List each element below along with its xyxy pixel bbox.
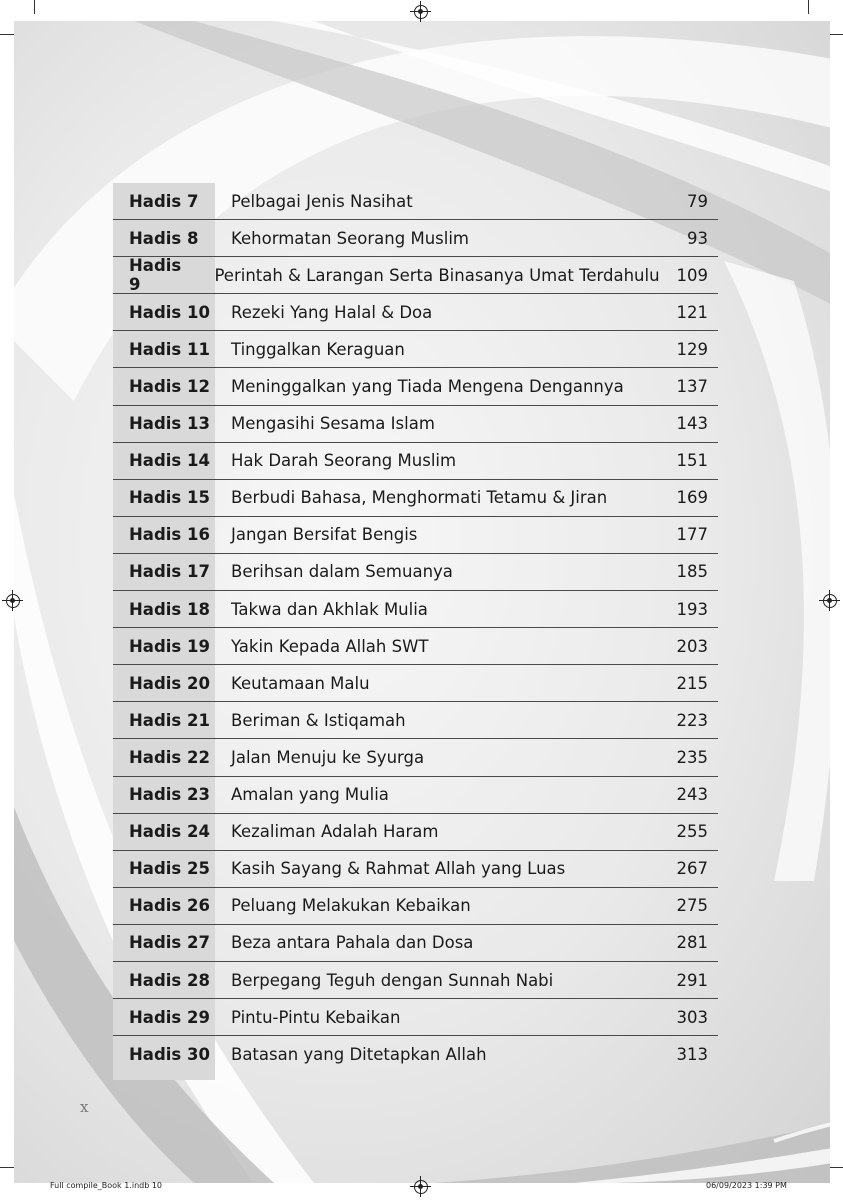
toc-entry-label: Hadis 16 [129, 525, 210, 545]
toc-entry-title: Beriman & Istiqamah [231, 710, 406, 730]
toc-entry-label: Hadis 15 [129, 488, 210, 508]
crop-mark [808, 0, 809, 14]
table-of-contents [113, 183, 718, 1073]
toc-entry-page: 291 [676, 970, 708, 990]
toc-row [113, 628, 718, 665]
toc-entry-label: Hadis 23 [129, 785, 210, 805]
toc-row [113, 739, 718, 776]
toc-entry-label: Hadis 21 [129, 710, 210, 730]
toc-row [113, 962, 718, 999]
toc-row [113, 851, 718, 888]
toc-entry-page: 193 [676, 599, 708, 619]
toc-entry-page: 235 [676, 747, 708, 767]
toc-row [113, 480, 718, 517]
toc-entry-label: Hadis 26 [129, 896, 210, 916]
toc-entry-page: 215 [676, 673, 708, 693]
toc-row [113, 665, 718, 702]
toc-row [113, 925, 718, 962]
toc-row [113, 777, 718, 814]
toc-entry-page: 109 [676, 265, 708, 285]
registration-mark-icon [414, 1180, 428, 1194]
toc-entry-page: 275 [676, 896, 708, 916]
footer-file-info: Full compile_Book 1.indb 10 [50, 1181, 163, 1190]
toc-entry-page: 281 [676, 933, 708, 953]
toc-entry-title: Berbudi Bahasa, Menghormati Tetamu & Jiran [231, 488, 608, 508]
toc-entry-label: Hadis 22 [129, 747, 210, 767]
toc-entry-title: Kehormatan Seorang Muslim [231, 228, 469, 248]
toc-entry-title: Yakin Kepada Allah SWT [231, 636, 429, 656]
toc-entry-label: Hadis 17 [129, 562, 210, 582]
toc-entry-title: Perintah & Larangan Serta Binasanya Umat Terdahulu [214, 265, 660, 285]
toc-entry-label: Hadis 20 [129, 673, 210, 693]
toc-row [113, 999, 718, 1036]
toc-row [113, 183, 718, 220]
toc-entry-page: 203 [676, 636, 708, 656]
toc-entry-label: Hadis 28 [129, 970, 210, 990]
toc-entry-label: Hadis 8 [129, 228, 199, 248]
toc-row [113, 702, 718, 739]
crop-mark [829, 1167, 843, 1168]
registration-mark-icon [414, 5, 428, 19]
toc-row [113, 517, 718, 554]
footer-timestamp: 06/09/2023 1:39 PM [706, 1181, 787, 1190]
toc-entry-label: Hadis 9 [129, 256, 182, 295]
toc-entry-page: 93 [687, 228, 708, 248]
toc-entry-page: 255 [676, 822, 708, 842]
toc-entry-label: Hadis 19 [129, 636, 210, 656]
page-number: x [80, 1098, 89, 1116]
toc-entry-label: Hadis 14 [129, 451, 210, 471]
toc-row [113, 294, 718, 331]
toc-entry-page: 151 [676, 451, 708, 471]
toc-entry-title: Rezeki Yang Halal & Doa [231, 302, 433, 322]
toc-entry-label: Hadis 30 [129, 1045, 210, 1065]
crop-mark [829, 34, 843, 35]
toc-row [113, 331, 718, 368]
toc-row [113, 591, 718, 628]
toc-entry-page: 177 [676, 525, 708, 545]
toc-entry-page: 79 [687, 191, 708, 211]
toc-row [113, 368, 718, 405]
toc-entry-title: Pelbagai Jenis Nasihat [231, 191, 413, 211]
toc-entry-title: Batasan yang Ditetapkan Allah [231, 1045, 487, 1065]
toc-entry-title: Tinggalkan Keraguan [231, 339, 405, 359]
toc-entry-title: Peluang Melakukan Kebaikan [231, 896, 471, 916]
toc-entry-label: Hadis 25 [129, 859, 210, 879]
toc-row [113, 220, 718, 257]
crop-mark [0, 34, 14, 35]
toc-entry-label: Hadis 11 [129, 339, 210, 359]
crop-mark [0, 1167, 14, 1168]
toc-entry-label: Hadis 13 [129, 414, 210, 434]
toc-entry-title: Kasih Sayang & Rahmat Allah yang Luas [231, 859, 566, 879]
toc-entry-page: 143 [676, 414, 708, 434]
toc-entry-title: Mengasihi Sesama Islam [231, 414, 435, 434]
toc-row [113, 257, 718, 294]
toc-entry-label: Hadis 18 [129, 599, 210, 619]
toc-entry-page: 313 [676, 1045, 708, 1065]
toc-entry-page: 303 [676, 1007, 708, 1027]
toc-entry-page: 267 [676, 859, 708, 879]
toc-entry-title: Meninggalkan yang Tiada Mengena Dengannya [231, 377, 624, 397]
toc-entry-title: Keutamaan Malu [231, 673, 370, 693]
toc-row [113, 888, 718, 925]
toc-entry-label: Hadis 12 [129, 377, 210, 397]
toc-entry-title: Jangan Bersifat Bengis [231, 525, 418, 545]
toc-row [113, 554, 718, 591]
toc-entry-page: 243 [676, 785, 708, 805]
toc-entry-label: Hadis 10 [129, 302, 210, 322]
toc-row [113, 1036, 718, 1073]
toc-entry-title: Takwa dan Akhlak Mulia [231, 599, 428, 619]
toc-entry-title: Berpegang Teguh dengan Sunnah Nabi [231, 970, 554, 990]
toc-entry-label: Hadis 27 [129, 933, 210, 953]
toc-row [113, 814, 718, 851]
toc-entry-title: Jalan Menuju ke Syurga [231, 747, 425, 767]
registration-mark-icon [6, 594, 20, 608]
toc-entry-page: 129 [676, 339, 708, 359]
toc-entry-title: Kezaliman Adalah Haram [231, 822, 439, 842]
toc-entry-title: Pintu-Pintu Kebaikan [231, 1007, 401, 1027]
toc-entry-page: 121 [676, 302, 708, 322]
toc-entry-title: Hak Darah Seorang Muslim [231, 451, 457, 471]
registration-mark-icon [823, 594, 837, 608]
toc-entry-page: 137 [676, 377, 708, 397]
toc-entry-label: Hadis 24 [129, 822, 210, 842]
toc-row [113, 443, 718, 480]
toc-entry-label: Hadis 29 [129, 1007, 210, 1027]
toc-entry-title: Amalan yang Mulia [231, 785, 389, 805]
toc-entry-page: 169 [676, 488, 708, 508]
toc-entry-title: Beza antara Pahala dan Dosa [231, 933, 474, 953]
toc-entry-page: 185 [676, 562, 708, 582]
toc-row [113, 406, 718, 443]
toc-entry-label: Hadis 7 [129, 191, 199, 211]
toc-entry-title: Berihsan dalam Semuanya [231, 562, 453, 582]
toc-entry-page: 223 [676, 710, 708, 730]
crop-mark [34, 0, 35, 14]
